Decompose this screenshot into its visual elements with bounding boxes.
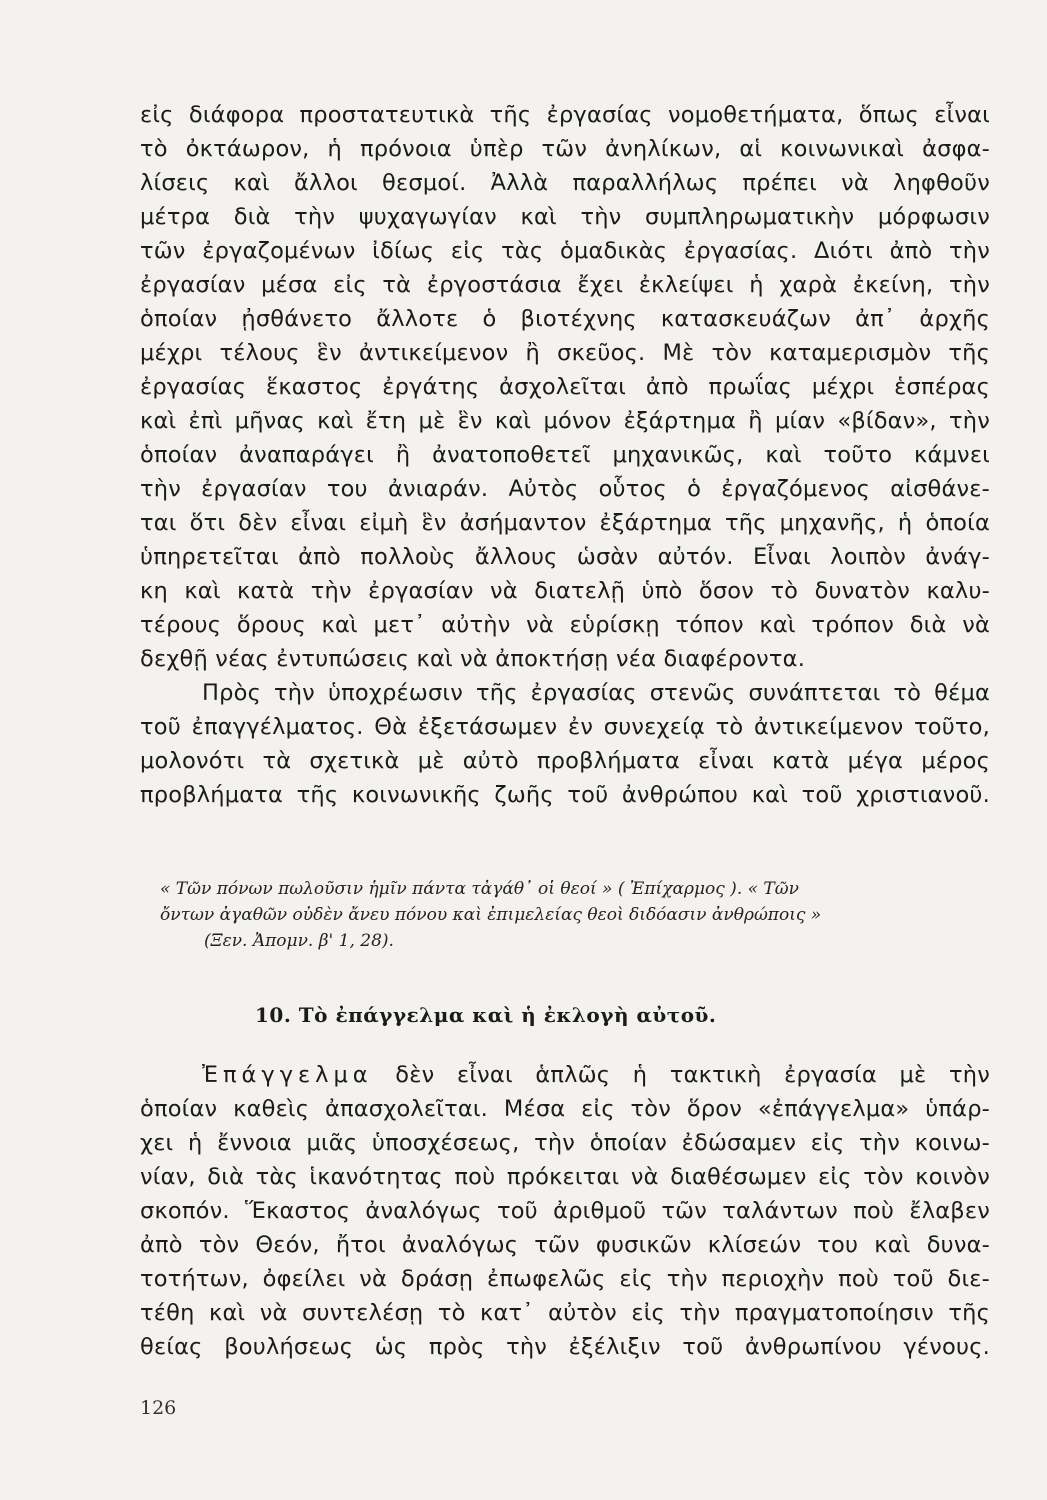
text-line: προβλήματα τῆς κοινωνικῆς ζωῆς τοῦ ἀνθρώπου καὶ τοῦ χριστιανοῦ. (140, 782, 990, 808)
text-line: καὶ ἐπὶ μῆνας καὶ ἔτη μὲ ἓν καὶ μόνον ἐξάρτημα ἢ μίαν «βίδαν», τὴν (140, 408, 990, 434)
text-line: τῶν ἐργαζομένων ἰδίως εἰς τὰς ὁμαδικὰς ἐργασίας. Διότι ἀπὸ τὴν (140, 238, 990, 264)
text-line: εἰς διάφορα προστατευτικὰ τῆς ἐργασίας νομοθετήματα, ὅπως εἶναι (140, 102, 990, 128)
text-line: νίαν, διὰ τὰς ἱκανότητας ποὺ πρόκειται νὰ διαθέσωμεν εἰς τὸν κοινὸν (140, 1164, 990, 1190)
paragraph-1 (140, 98, 990, 812)
text-line: θείας βουλήσεως ὡς πρὸς τὴν ἐξέλιξιν τοῦ ἀνθρωπίνου γένους. (140, 1334, 990, 1360)
lead-line-rest: δὲν εἶναι ἁπλῶς ἡ τακτικὴ ἐργασία μὲ τὴν (395, 1062, 990, 1088)
lead-word: Ἐπάγγελμα (202, 1062, 373, 1088)
text-line: ὁποίαν ἀναπαράγει ἢ ἀνατοποθετεῖ μηχανικῶς, καὶ τοῦτο κάμνει (140, 442, 990, 468)
text-line: μολονότι τὰ σχετικὰ μὲ αὐτὸ προβλήματα εἶναι κατὰ μέγα μέρος (140, 748, 990, 774)
text-line: Πρὸς τὴν ὑποχρέωσιν τῆς ἐργασίας στενῶς συνάπτεται τὸ θέμα (202, 680, 990, 706)
text-line: ται ὅτι δὲν εἶναι εἰμὴ ἓν ἀσήμαντον ἐξάρτημα τῆς μηχανῆς, ἡ ὁποία (140, 510, 990, 536)
quote-line: ὄντων ἀγαθῶν οὐδὲν ἄνευ πόνου καὶ ἐπιμελείας θεοὶ διδόασιν ἀνθρώποις » (160, 905, 822, 925)
page-number: 126 (140, 1397, 177, 1419)
text-line: κη καὶ κατὰ τὴν ἐργασίαν νὰ διατελῇ ὑπὸ ὅσον τὸ δυνατὸν καλυ- (140, 578, 990, 604)
text-line: ἐργασίας ἕκαστος ἐργάτης ἀσχολεῖται ἀπὸ πρωΐας μέχρι ἑσπέρας (140, 374, 990, 400)
text-line: χει ἡ ἔννοια μιᾶς ὑποσχέσεως, τὴν ὁποίαν ἐδώσαμεν εἰς τὴν κοινω- (140, 1130, 990, 1156)
section-number: 10. (255, 1003, 292, 1027)
paragraph-3 (140, 1058, 990, 1364)
text-line: δεχθῇ νέας ἐντυπώσεις καὶ νὰ ἀποκτήσῃ νέα διαφέροντα. (140, 646, 806, 672)
section-title: Τὸ ἐπάγγελμα καὶ ἡ ἐκλογὴ αὐτοῦ. (298, 1003, 717, 1027)
section-heading (255, 1000, 716, 1030)
text-line: ἐργασίαν μέσα εἰς τὰ ἐργοστάσια ἔχει ἐκλείψει ἡ χαρὰ ἐκείνη, τὴν (140, 272, 990, 298)
text-line: λίσεις καὶ ἄλλοι θεσμοί. Ἀλλὰ παραλλήλως πρέπει νὰ ληφθοῦν (140, 170, 990, 196)
block-quote (160, 876, 990, 954)
text-line: τὴν ἐργασίαν του ἀνιαράν. Αὐτὸς οὗτος ὁ ἐργαζόμενος αἰσθάνε- (140, 476, 990, 502)
text-line: ὑπηρετεῖται ἀπὸ πολλοὺς ἄλλους ὡσὰν αὐτόν. Εἶναι λοιπὸν ἀνάγ- (140, 544, 990, 570)
text-line: τέρους ὅρους καὶ μετ᾽ αὐτὴν νὰ εὑρίσκῃ τόπον καὶ τρόπον διὰ νὰ (140, 612, 990, 638)
text-line: σκοπόν. Ἕκαστος ἀναλόγως τοῦ ἀριθμοῦ τῶν ταλάντων ποὺ ἔλαβεν (140, 1198, 990, 1224)
text-line: ὁποίαν καθεὶς ἀπασχολεῖται. Μέσα εἰς τὸν ὅρον «ἐπάγγελμα» ὑπάρ- (140, 1096, 990, 1122)
text-line: τοῦ ἐπαγγέλματος. Θὰ ἐξετάσωμεν ἐν συνεχείᾳ τὸ ἀντικείμενον τοῦτο, (140, 714, 990, 740)
text-line: ὁποίαν ᾐσθάνετο ἄλλοτε ὁ βιοτέχνης κατασκευάζων ἀπ᾽ ἀρχῆς (140, 306, 990, 332)
text-line: μέχρι τέλους ἓν ἀντικείμενον ἢ σκεῦος. Μὲ τὸν καταμερισμὸν τῆς (140, 340, 990, 366)
text-line (140, 1058, 990, 1092)
text-line: τέθη καὶ νὰ συντελέσῃ τὸ κατ᾽ αὐτὸν εἰς τὴν πραγματοποίησιν τῆς (140, 1300, 990, 1326)
text-line: μέτρα διὰ τὴν ψυχαγωγίαν καὶ τὴν συμπληρωματικὴν μόρφωσιν (140, 204, 990, 230)
text-line: τὸ ὀκτάωρον, ἡ πρόνοια ὑπὲρ τῶν ἀνηλίκων, αἱ κοινωνικαὶ ἀσφα- (140, 136, 990, 162)
quote-citation: (Ξεν. Ἀπομν. β' 1, 28). (204, 931, 394, 951)
text-line: τοτήτων, ὀφείλει νὰ δράσῃ ἐπωφελῶς εἰς τὴν περιοχὴν ποὺ τοῦ διε- (140, 1266, 990, 1292)
text-line: ἀπὸ τὸν Θεόν, ἤτοι ἀναλόγως τῶν φυσικῶν κλίσεών του καὶ δυνα- (140, 1232, 990, 1258)
quote-line: « Τῶν πόνων πωλοῦσιν ἡμῖν πάντα τἀγάθ᾽ οἱ θεοί » ( Ἐπίχαρμος ). « Τῶν (160, 879, 799, 899)
